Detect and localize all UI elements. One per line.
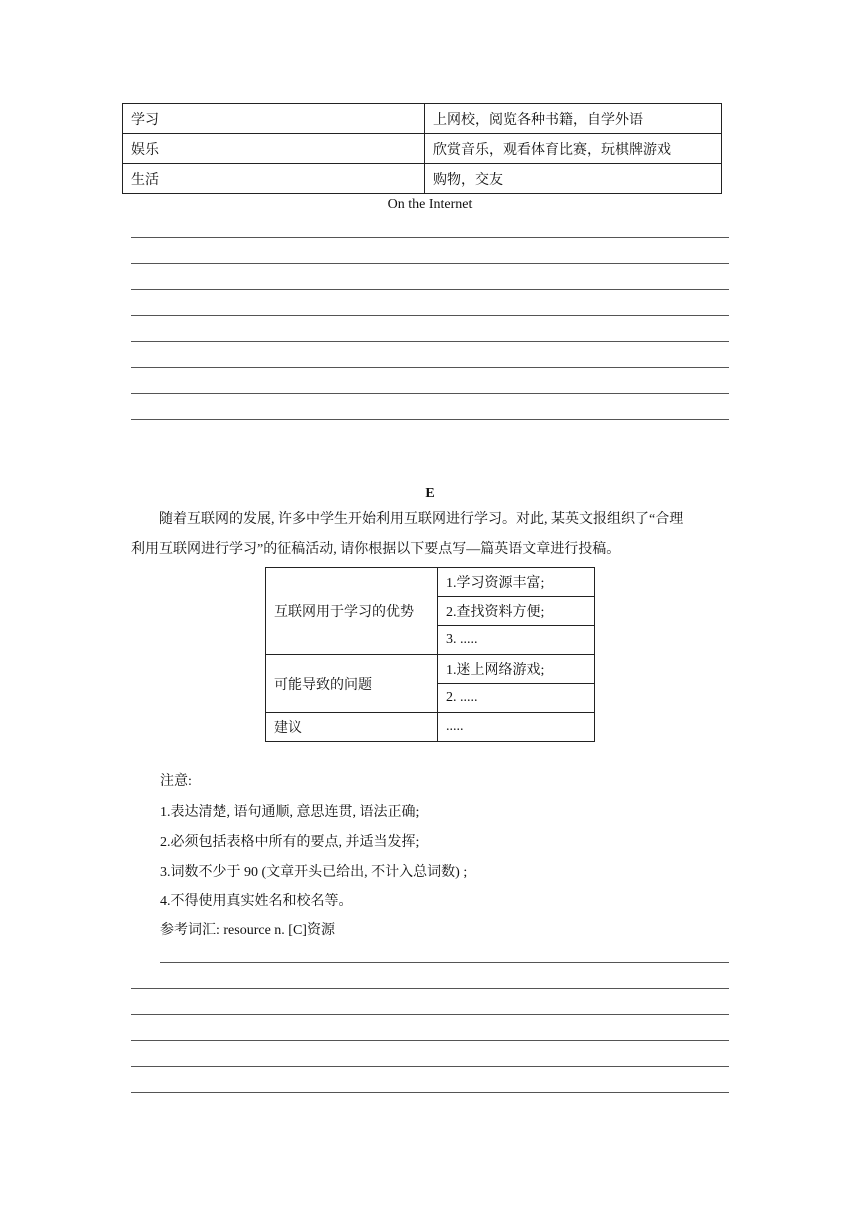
table-row: [123, 104, 722, 134]
advantage-item: 1.学习资源丰富;: [438, 568, 595, 597]
note-item: 3.词数不少于 90 (文章开头已给出, 不计入总词数) ;: [160, 865, 468, 880]
note-item: 1.表达清楚, 语句通顺, 意思连贯, 语法正确;: [160, 805, 420, 820]
writing-line[interactable]: [131, 393, 729, 394]
writing-line[interactable]: [131, 341, 729, 342]
writing-line[interactable]: [131, 1014, 729, 1015]
intro-line-1: 随着互联网的发展, 许多中学生开始利用互联网进行学习。对此, 某英文报组织了“合理: [159, 512, 684, 527]
category-cell: 生活: [123, 164, 425, 194]
suggestion-label: 建议: [266, 713, 438, 742]
section-heading: E: [425, 486, 435, 501]
advantage-label: 互联网用于学习的优势: [266, 568, 438, 655]
content-cell: 上网校，阅览各种书籍，自学外语: [425, 104, 722, 134]
writing-line[interactable]: [131, 419, 729, 420]
table-row: [123, 134, 722, 164]
table-row: [266, 568, 595, 597]
problem-item: 2. .....: [438, 684, 595, 713]
vocab-hint: 参考词汇: resource n. [C]资源: [160, 923, 335, 938]
writing-line[interactable]: [131, 367, 729, 368]
note-item: 4.不得使用真实姓名和校名等。: [160, 894, 353, 909]
key-points-table: [265, 567, 595, 742]
note-item: 2.必须包括表格中所有的要点, 并适当发挥;: [160, 835, 420, 850]
problem-label: 可能导致的问题: [266, 655, 438, 713]
content-cell: 欣赏音乐，观看体育比赛，玩棋牌游戏: [425, 134, 722, 164]
advantage-item: 2.查找资料方便;: [438, 597, 595, 626]
writing-line[interactable]: [160, 962, 729, 963]
table-row: [266, 713, 595, 742]
category-cell: 娱乐: [123, 134, 425, 164]
writing-line[interactable]: [131, 1040, 729, 1041]
table-row: [266, 655, 595, 684]
notes-title: 注意:: [160, 774, 192, 789]
writing-line[interactable]: [131, 237, 729, 238]
writing-line[interactable]: [131, 263, 729, 264]
writing-line[interactable]: [131, 988, 729, 989]
intro-line-2: 利用互联网进行学习”的征稿活动, 请你根据以下要点写—篇英语文章进行投稿。: [131, 542, 621, 557]
essay-title: On the Internet: [387, 197, 473, 212]
writing-line[interactable]: [131, 1092, 729, 1093]
category-cell: 学习: [123, 104, 425, 134]
advantage-item: 3. .....: [438, 626, 595, 655]
table-row: [123, 164, 722, 194]
writing-line[interactable]: [131, 289, 729, 290]
content-cell: 购物，交友: [425, 164, 722, 194]
writing-line[interactable]: [131, 315, 729, 316]
suggestion-item: .....: [438, 713, 595, 742]
internet-uses-table: [122, 103, 722, 194]
writing-line[interactable]: [131, 1066, 729, 1067]
problem-item: 1.迷上网络游戏;: [438, 655, 595, 684]
